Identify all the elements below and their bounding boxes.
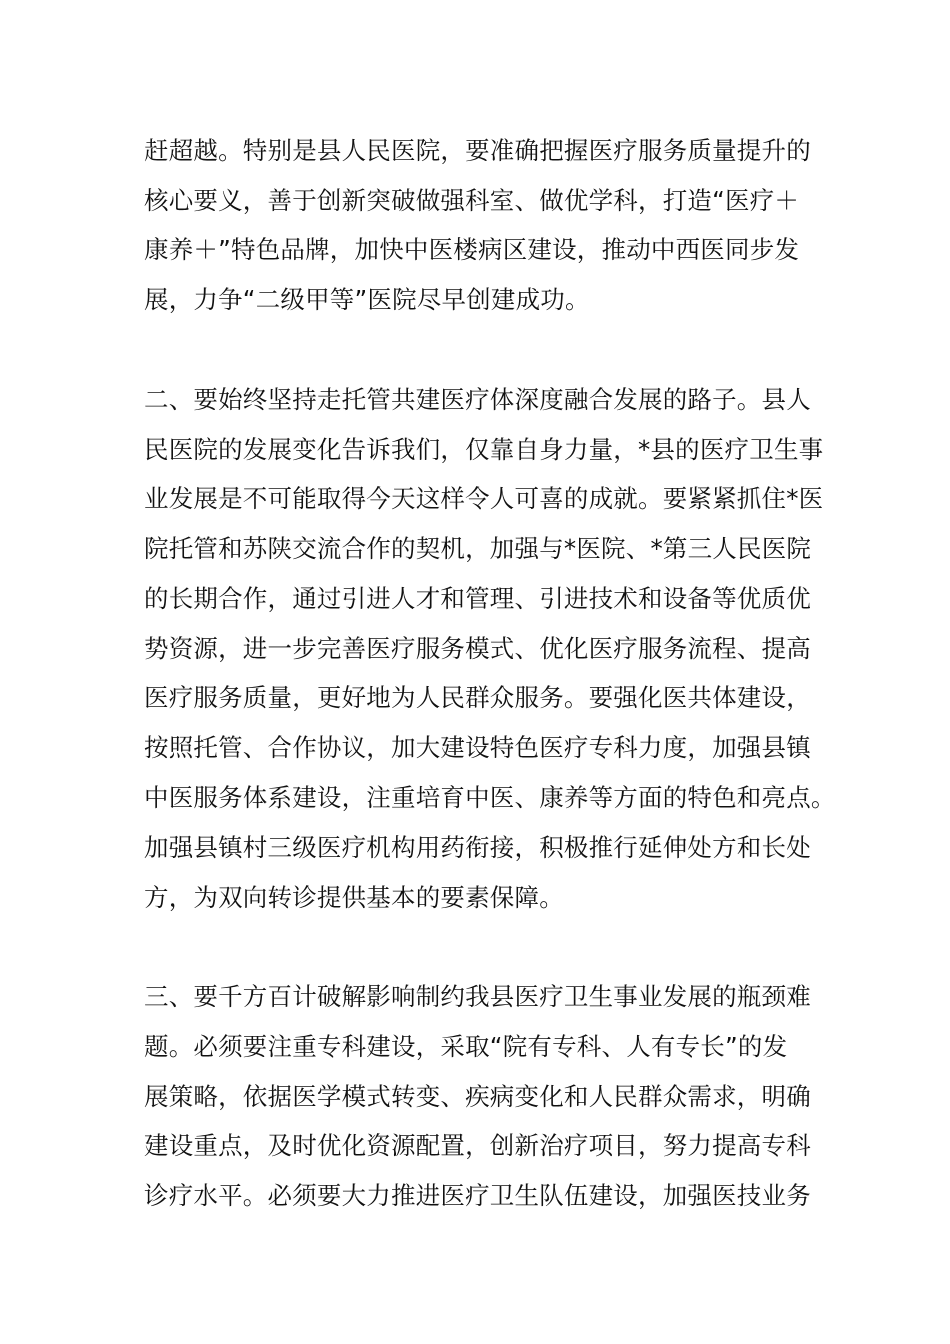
paragraph-2-line-2: 民医院的发展变化告诉我们，仅靠自身力量，*县的医疗卫生事 bbox=[144, 435, 824, 464]
paragraph-2-line-5: 的长期合作，通过引进人才和管理、引进技术和设备等优质优 bbox=[144, 584, 811, 613]
paragraph-2-line-6: 势资源，进一步完善医疗服务模式、优化医疗服务流程、提高 bbox=[144, 634, 811, 663]
paragraph-1-line-3: 康养＋”特色品牌，加快中医楼病区建设，推动中西医同步发 bbox=[144, 235, 800, 264]
paragraph-2-line-8: 按照托管、合作协议，加大建设特色医疗专科力度，加强县镇 bbox=[144, 733, 811, 762]
paragraph-3-line-4: 建设重点，及时优化资源配置，创新治疗项目，努力提高专科 bbox=[144, 1131, 811, 1160]
paragraph-1-line-2: 核心要义，善于创新突破做强科室、做优学科，打造“医疗＋ bbox=[144, 186, 800, 215]
paragraph-3-line-3: 展策略，依据医学模式转变、疾病变化和人民群众需求，明确 bbox=[144, 1082, 811, 1111]
paragraph-3-line-1: 三、要千方百计破解影响制约我县医疗卫生事业发展的瓶颈难 bbox=[144, 982, 811, 1011]
paragraph-2-line-4: 院托管和苏陕交流合作的契机，加强与*医院、*第三人民医院 bbox=[144, 534, 812, 563]
paragraph-1-line-1: 赶超越。特别是县人民医院，要准确把握医疗服务质量提升的 bbox=[144, 136, 811, 165]
paragraph-3-line-2: 题。必须要注重专科建设，采取“院有专科、人有专长”的发 bbox=[144, 1032, 788, 1061]
paragraph-2-line-11: 方，为双向转诊提供基本的要素保障。 bbox=[144, 883, 564, 912]
paragraph-2-line-7: 医疗服务质量，更好地为人民群众服务。要强化医共体建设， bbox=[144, 683, 811, 712]
paragraph-2-line-9: 中医服务体系建设，注重培育中医、康养等方面的特色和亮点。 bbox=[144, 783, 836, 812]
paragraph-1-line-4: 展，力争“二级甲等”医院尽早创建成功。 bbox=[144, 285, 590, 314]
paragraph-2-line-10: 加强县镇村三级医疗机构用药衔接，积极推行延伸处方和长处 bbox=[144, 833, 811, 862]
paragraph-2-line-3: 业发展是不可能取得今天这样令人可喜的成就。要紧紧抓住*医 bbox=[144, 484, 824, 513]
paragraph-3-line-5: 诊疗水平。必须要大力推进医疗卫生队伍建设，加强医技业务 bbox=[144, 1181, 811, 1210]
paragraph-2-line-1: 二、要始终坚持走托管共建医疗体深度融合发展的路子。县人 bbox=[144, 385, 811, 414]
